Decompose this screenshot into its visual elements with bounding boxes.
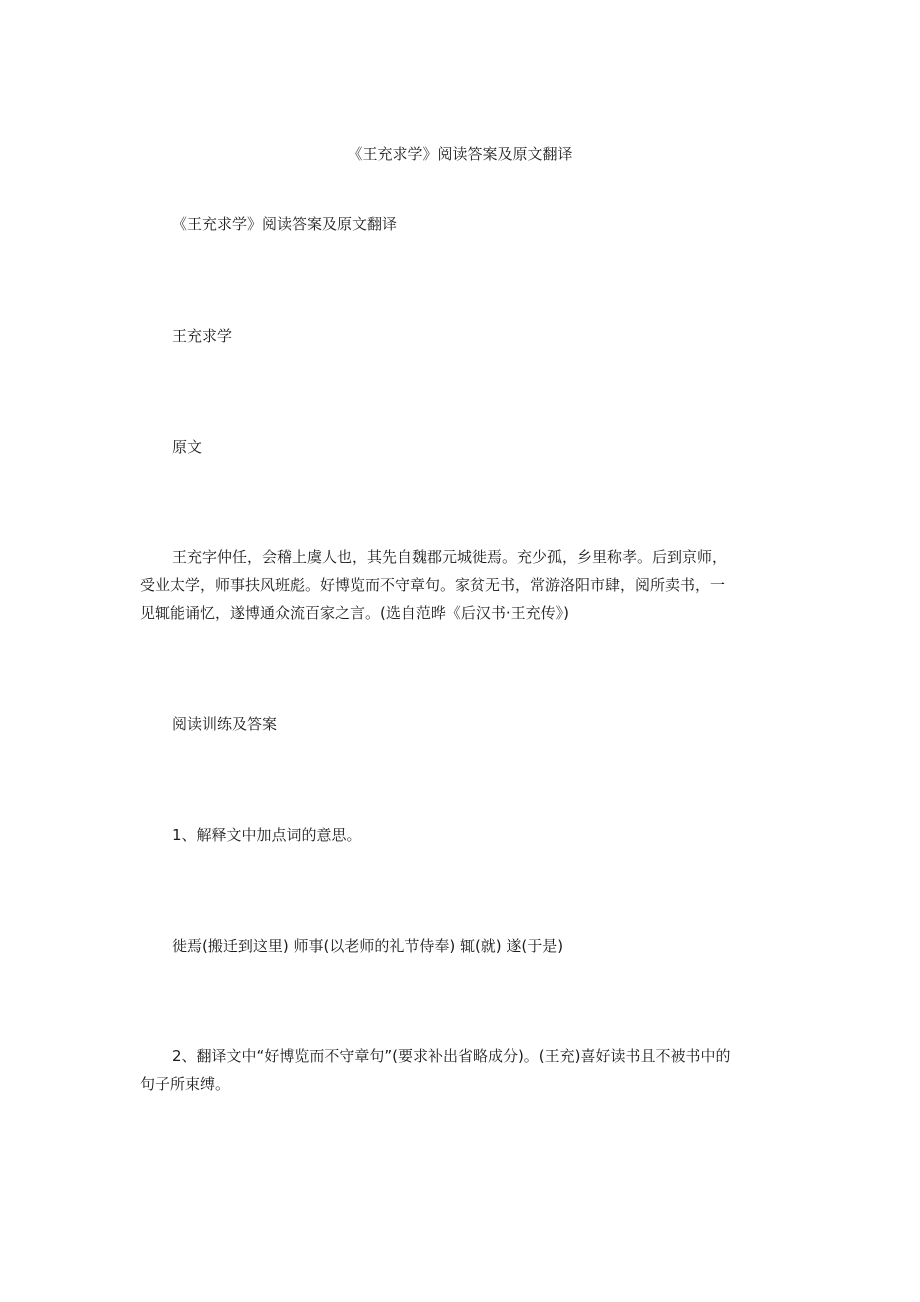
question-1: 1、解释文中加点词的意思。 (172, 826, 362, 844)
question-1-answer: 徙焉(搬迁到这里) 师事(以老师的礼节侍奉) 辄(就) 遂(于是) (172, 937, 564, 955)
question-2-line: 2、翻译文中“好博览而不守章句”(要求补出省略成分)。(王充)喜好读书且不被书中的 (172, 1047, 731, 1065)
question-2-line: 句子所束缚。 (140, 1075, 231, 1093)
original-text-line: 受业太学，师事扶风班彪。好博览而不守章句。家贫无书，常游洛阳市肆，阅所卖书，一 (140, 576, 726, 594)
heading-original-text: 原文 (172, 438, 203, 456)
document-header-title: 《王充求学》阅读答案及原文翻译 (347, 145, 573, 163)
question-2-paragraph (140, 1042, 780, 1098)
original-text-paragraph (140, 543, 780, 627)
original-text-line: 王充字仲任，会稽上虞人也，其先自魏郡元城徙焉。充少孤，乡里称孝。后到京师， (172, 548, 728, 566)
heading-story-title: 王充求学 (172, 327, 233, 345)
heading-exercises: 阅读训练及答案 (172, 715, 278, 733)
original-text-line: 见辄能诵忆，遂博通众流百家之言。(选自范晔《后汉书·王充传》) (140, 604, 569, 622)
article-subtitle: 《王充求学》阅读答案及原文翻译 (172, 215, 398, 233)
